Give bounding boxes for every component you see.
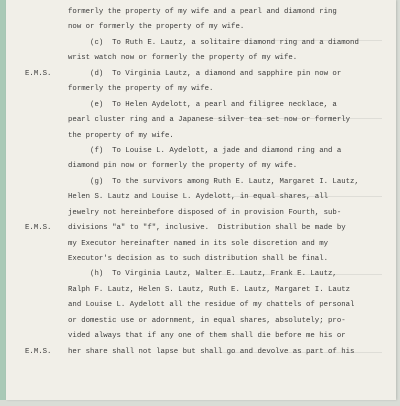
- text-line: [68, 190, 393, 205]
- line-text: Executor's decision as to such distribution shall be final.: [68, 255, 329, 263]
- text-line: [68, 144, 393, 159]
- line-text: (e) To Helen Aydelott, a pearl and filigree necklace, a: [68, 100, 337, 109]
- margin-initials: E.M.S.: [25, 347, 52, 356]
- text-line: [68, 82, 393, 97]
- line-text: divisions "a" to "f", inclusive. Distribution shall be made by: [68, 224, 346, 233]
- text-line: [68, 329, 393, 344]
- line-text: (h) To Virginia Lautz, Walter E. Lautz, Frank E. Lautz,: [68, 270, 337, 279]
- line-text: and Louise L. Aydelott all the residue of my chattels of personal: [68, 301, 355, 310]
- line-text: (c) To Ruth E. Lautz, a solitaire diamond ring and a diamond: [68, 38, 359, 47]
- line-text: (d) To Virginia Lautz, a diamond and sapphire pin now or: [68, 69, 342, 78]
- line-text: wrist watch now or formerly the property of my wife.: [68, 54, 298, 63]
- line-text: or domestic use or adornment, in equal shares, absolutely; pro-: [68, 316, 346, 325]
- text-line: [68, 314, 393, 329]
- line-text: Ralph F. Lautz, Helen S. Lautz, Ruth E. Lautz, Margaret I. Lautz: [68, 285, 351, 294]
- text-line: [25, 221, 393, 236]
- text-line: [68, 5, 393, 20]
- text-line: [68, 237, 393, 252]
- text-line: [68, 36, 393, 51]
- typed-will-text: [25, 5, 393, 406]
- line-text: formerly the property of my wife.: [68, 85, 214, 94]
- line-text: vided always that if any one of them shall die before me his or: [68, 332, 346, 341]
- text-line: [68, 376, 393, 391]
- text-line: [68, 20, 393, 35]
- line-text: pearl cluster ring and a Japanese silver tea set now or formerly: [68, 116, 351, 125]
- text-line: [68, 51, 393, 66]
- line-text: (g) To the survivors among Ruth E. Lautz, Margaret I. Lautz,: [68, 177, 359, 186]
- text-line: [68, 360, 393, 375]
- line-text: my Executor hereinafter named in its sole discretion and my: [68, 239, 329, 248]
- margin-initials: E.M.S.: [25, 224, 52, 233]
- line-text: jewelry not hereinbefore disposed of in provision Fourth, sub-: [68, 208, 342, 217]
- line-text: the property of my wife.: [68, 131, 174, 140]
- text-line: [25, 67, 393, 82]
- line-text: Helen S. Lautz and Louise L. Aydelott, in equal shares, all: [68, 193, 329, 202]
- line-text: (f) To Louise L. Aydelott, a jade and diamond ring and a: [68, 146, 342, 155]
- margin-initials: E.M.S.: [25, 69, 52, 78]
- text-line: [68, 129, 393, 144]
- document-page: [6, 0, 396, 400]
- text-line: [25, 345, 393, 360]
- text-line: [68, 159, 393, 174]
- line-text: diamond pin now or formerly the property of my wife.: [68, 162, 298, 171]
- line-text: now or formerly the property of my wife.: [68, 23, 245, 32]
- text-line: [68, 298, 393, 313]
- text-line: [68, 113, 393, 128]
- text-line: [68, 391, 393, 406]
- text-line: [68, 175, 393, 190]
- text-line: [68, 206, 393, 221]
- text-line: [68, 283, 393, 298]
- line-text: formerly the property of my wife and a pearl and diamond ring: [68, 8, 337, 16]
- line-text: her share shall not lapse but shall go and devolve as part of his: [68, 347, 355, 356]
- text-line: [68, 98, 393, 113]
- text-line: [68, 252, 393, 267]
- text-line: [68, 267, 393, 282]
